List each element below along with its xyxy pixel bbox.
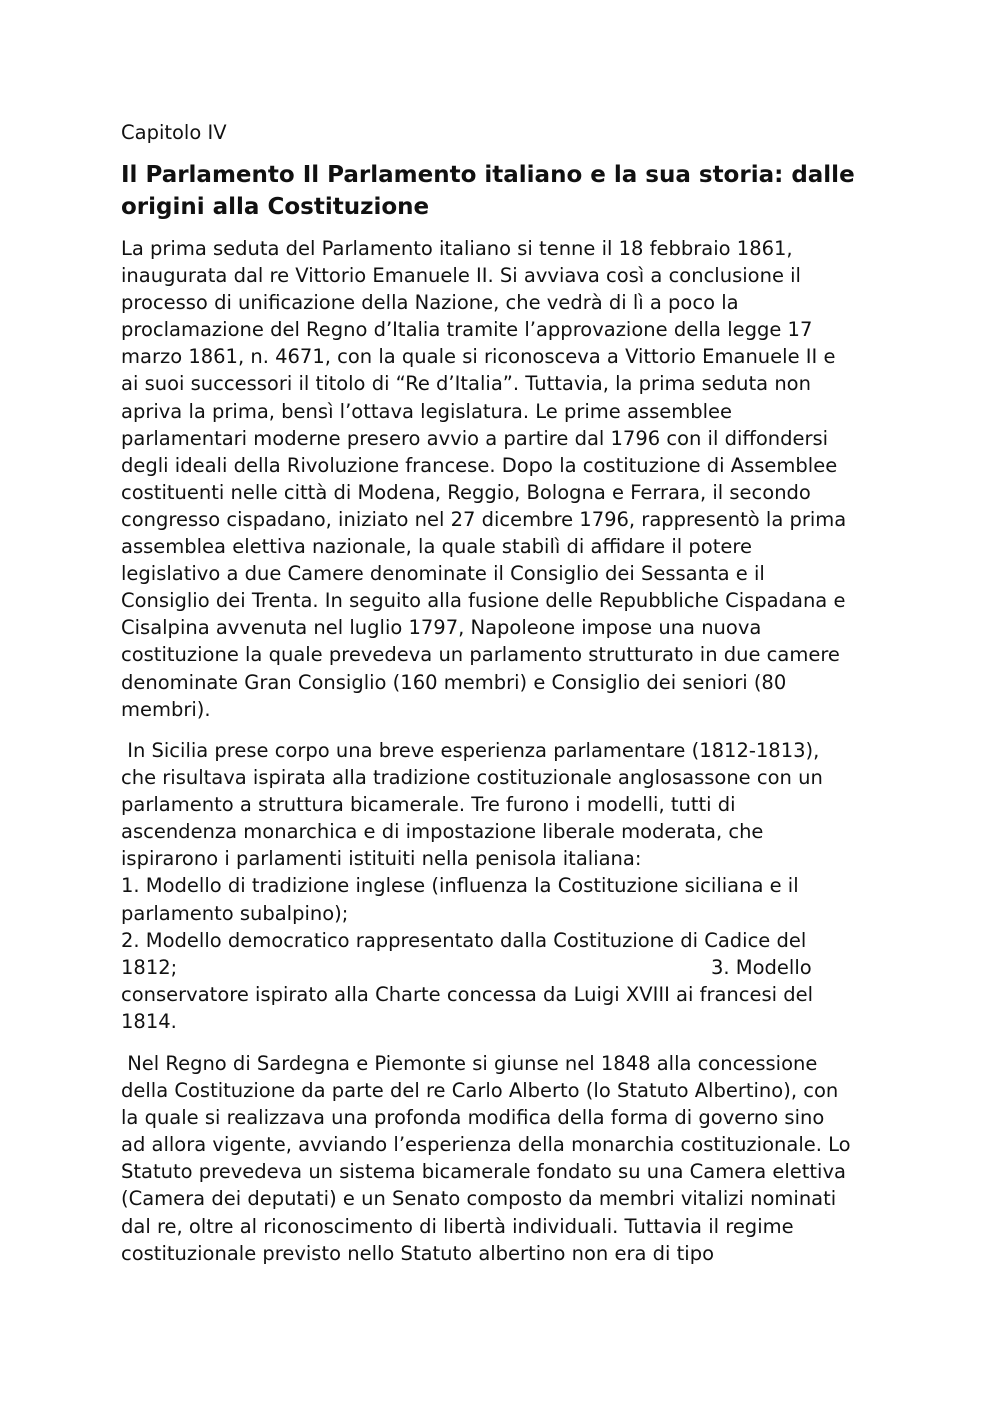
text-line: della Costituzione da parte del re Carlo Alberto (lo Statuto Albertino), con	[121, 1079, 839, 1103]
text-line: ispirarono i parlamenti istituiti nella penisola italiana:	[121, 847, 642, 871]
text-line: costituzionale previsto nello Statuto albertino non era di tipo	[121, 1241, 714, 1265]
text-line: legislativo a due Camere denominate il Consiglio dei Sessanta e il	[121, 562, 765, 586]
paragraph-3	[121, 1050, 851, 1267]
title-line: Il Parlamento Il Parlamento italiano e la sua storia: dalle	[121, 162, 855, 188]
text-line: parlamento subalpino);	[121, 901, 349, 925]
list-item: 1. Modello di tradizione inglese (influenza la Costituzione siciliana e il	[121, 874, 799, 898]
text-line: degli ideali della Rivoluzione francese. Dopo la costituzione di Assemblee	[121, 453, 838, 477]
text-line: che risultava ispirata alla tradizione costituzionale anglosassone con un	[121, 766, 823, 790]
text-line: Statuto prevedeva un sistema bicamerale fondato su una Camera elettiva	[121, 1160, 846, 1184]
text-line: membri).	[121, 697, 211, 721]
text-line: ai suoi successori il titolo di “Re d’Italia”. Tuttavia, la prima seduta non	[121, 372, 811, 396]
paragraph-1	[121, 235, 846, 723]
text-line: parlamento a struttura bicamerale. Tre furono i modelli, tutti di	[121, 793, 736, 817]
list-item: 2. Modello democratico rappresentato dalla Costituzione di Cadice del	[121, 928, 807, 952]
text-line: Cisalpina avvenuta nel luglio 1797, Napoleone impose una nuova	[121, 616, 762, 640]
split-text-line	[121, 954, 823, 981]
text-line: apriva la prima, bensì l’ottava legislatura. Le prime assemblee	[121, 399, 733, 423]
text-line: La prima seduta del Parlamento italiano si tenne il 18 febbraio 1861,	[121, 237, 793, 260]
text-line: 1814.	[121, 1009, 177, 1033]
text-line: marzo 1861, n. 4671, con la quale si riconosceva a Vittorio Emanuele II e	[121, 345, 836, 369]
text-line: dal re, oltre al riconoscimento di libertà individuali. Tuttavia il regime	[121, 1214, 794, 1238]
chapter-label: Capitolo IV	[121, 121, 227, 144]
split-line-left: 1812;	[121, 955, 178, 979]
title-line: origini alla Costituzione	[121, 194, 430, 220]
text-line: congresso cispadano, iniziato nel 27 dicembre 1796, rappresentò la prima	[121, 507, 847, 531]
text-line: assemblea elettiva nazionale, la quale stabilì di affidare il potere	[121, 535, 752, 559]
text-line: Consiglio dei Trenta. In seguito alla fusione delle Repubbliche Cispadana e	[121, 589, 846, 613]
split-line-right: 3. Modello	[711, 955, 812, 979]
text-line: ad allora vigente, avviando l’esperienza della monarchia costituzionale. Lo	[121, 1133, 851, 1157]
text-line: denominate Gran Consiglio (160 membri) e Consiglio dei seniori (80	[121, 670, 787, 694]
paragraph-2	[121, 737, 823, 1035]
text-line: processo di unificazione della Nazione, che vedrà di lì a poco la	[121, 291, 739, 315]
text-line: Nel Regno di Sardegna e Piemonte si giunse nel 1848 alla concessione	[121, 1052, 818, 1075]
text-line: la quale si realizzava una profonda modifica della forma di governo sino	[121, 1106, 825, 1130]
text-line: parlamentari moderne presero avvio a partire dal 1796 con il diffondersi	[121, 426, 829, 450]
text-line: (Camera dei deputati) e un Senato composto da membri vitalizi nominati	[121, 1187, 837, 1211]
text-line: proclamazione del Regno d’Italia tramite l’approvazione della legge 17	[121, 318, 813, 342]
text-line: costituenti nelle città di Modena, Reggio, Bologna e Ferrara, il secondo	[121, 480, 811, 504]
text-line: In Sicilia prese corpo una breve esperienza parlamentare (1812-1813),	[121, 739, 820, 762]
text-line: inaugurata dal re Vittorio Emanuele II. Si avviava così a conclusione il	[121, 264, 801, 288]
document-title	[121, 159, 855, 223]
text-line: ascendenza monarchica e di impostazione liberale moderata, che	[121, 820, 764, 844]
text-line: costituzione la quale prevedeva un parlamento strutturato in due camere	[121, 643, 840, 667]
text-line: conservatore ispirato alla Charte concessa da Luigi XVIII ai francesi del	[121, 982, 814, 1006]
